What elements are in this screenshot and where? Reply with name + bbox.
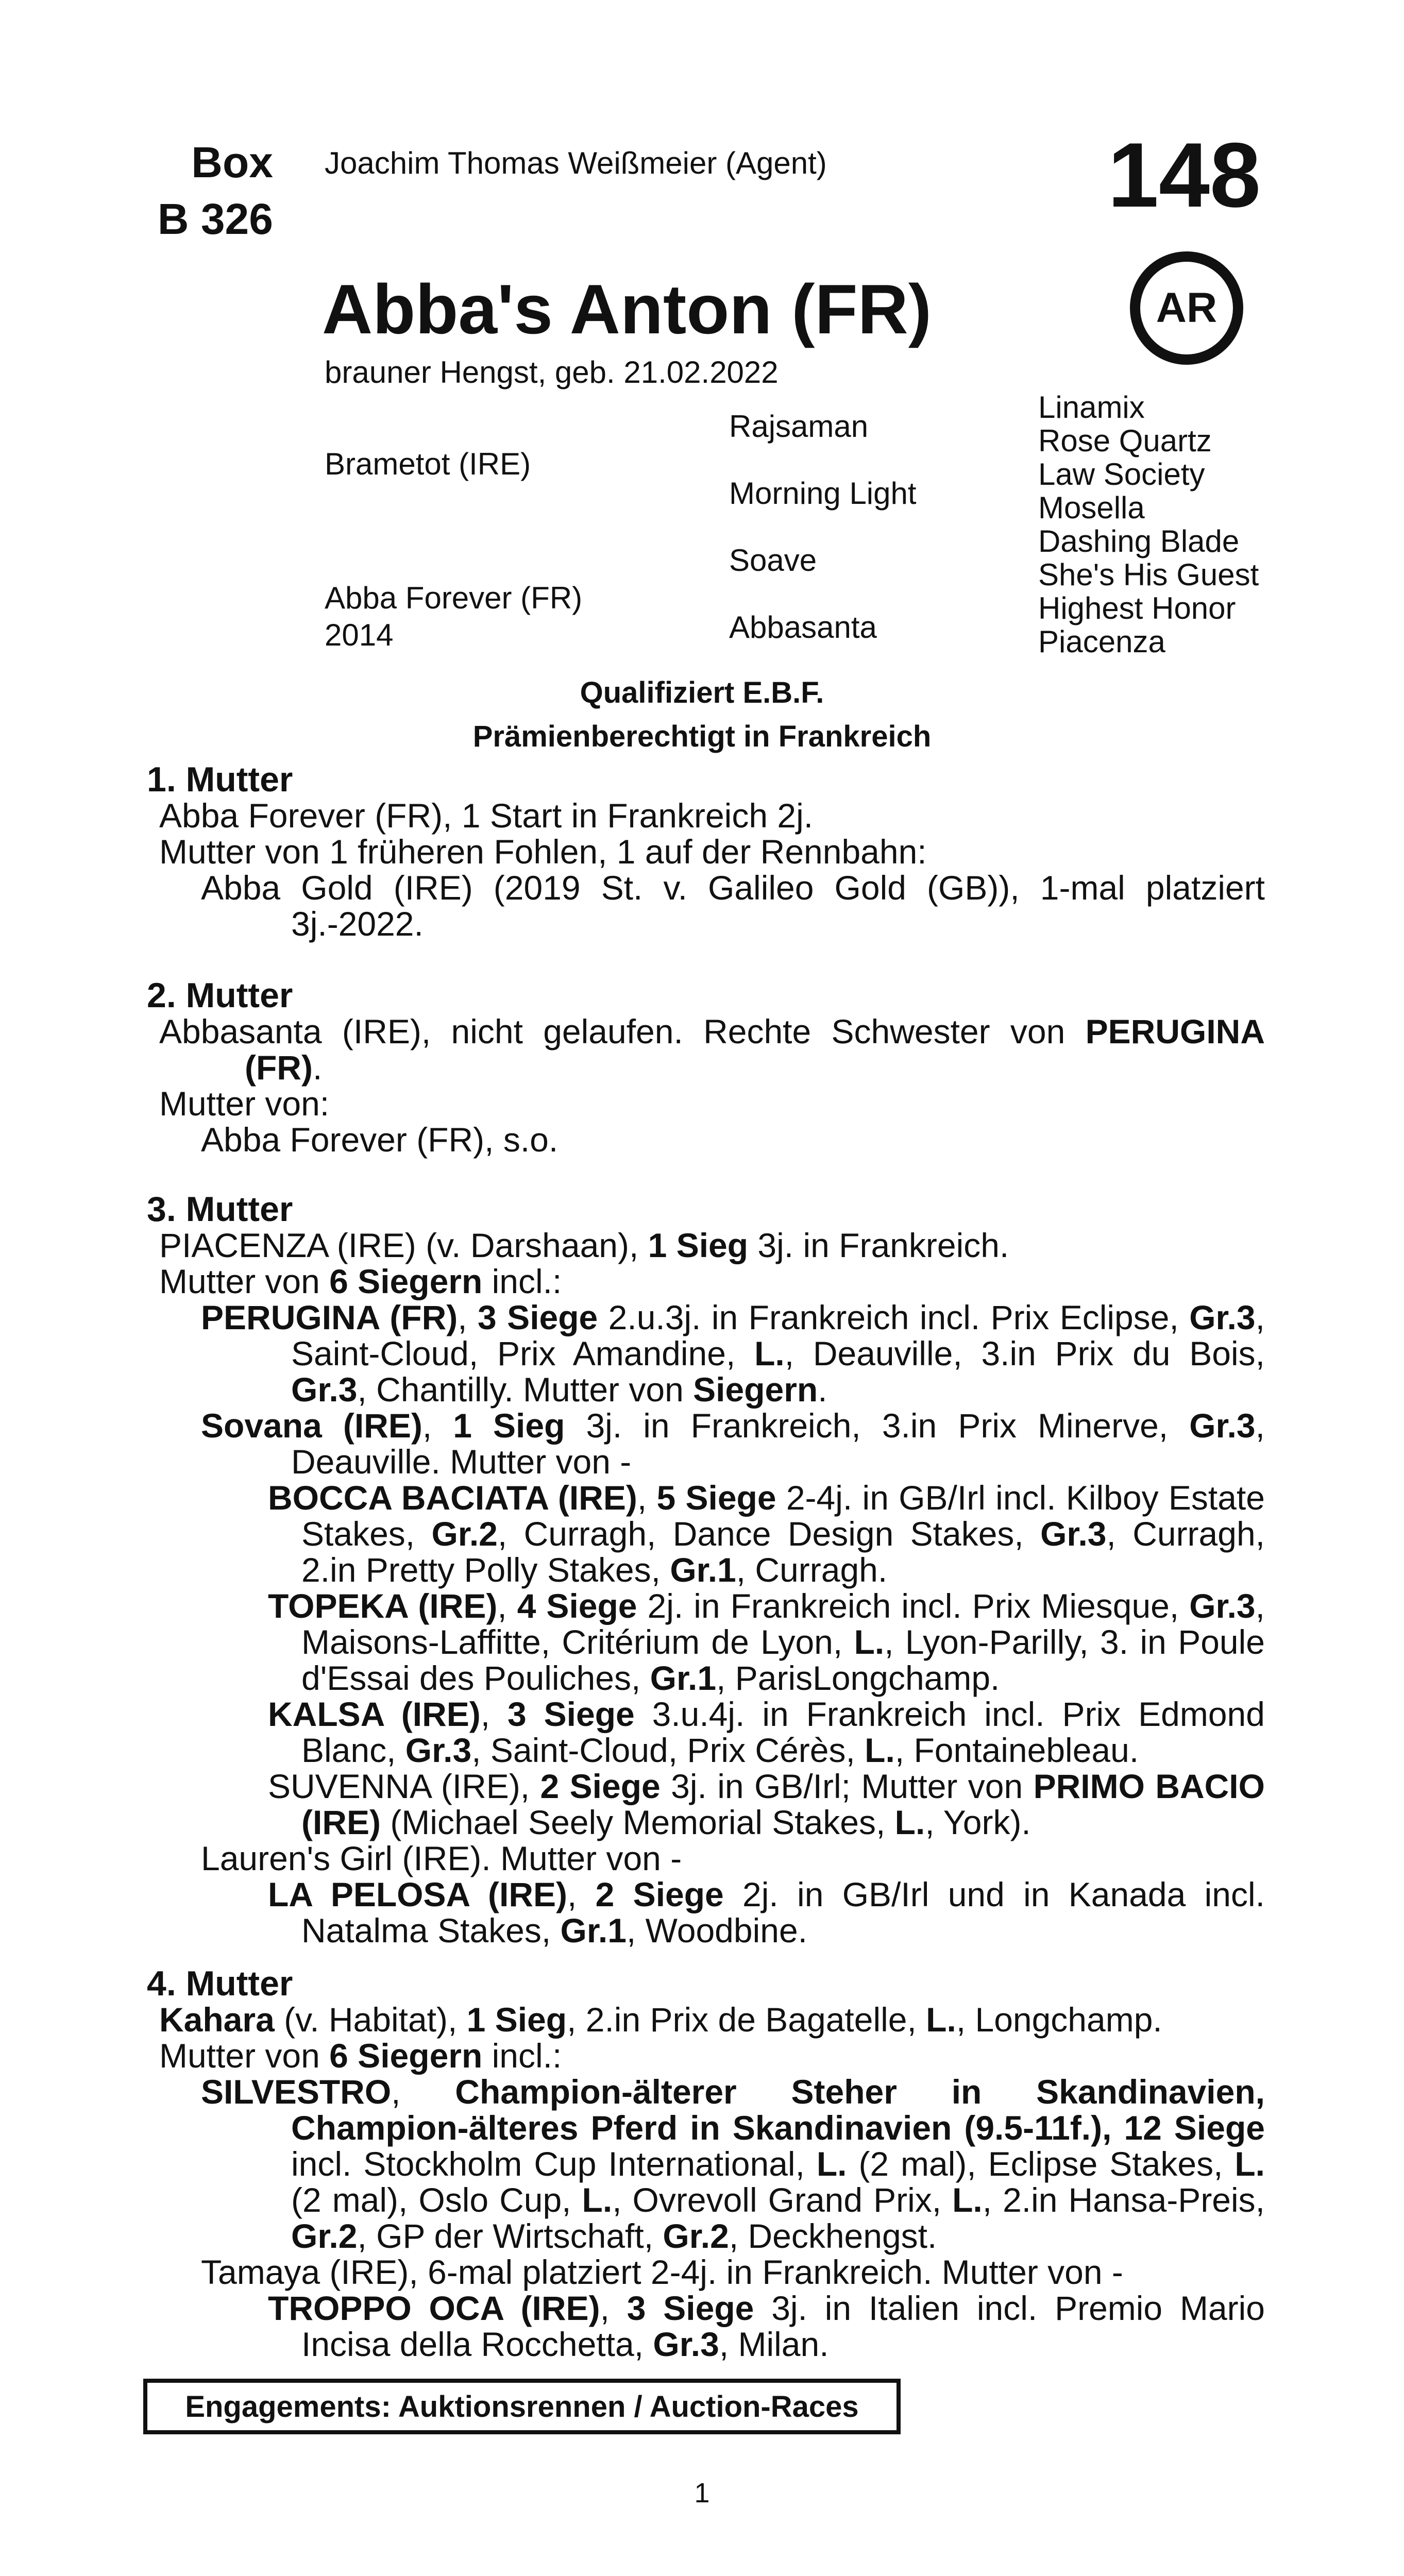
grand-offspring-entry: LA PELOSA (IRE), 2 Siege 2j. in GB/Irl und in Kanada incl. Natalma Stakes, Gr.1, Woodbine. (268, 1875, 1265, 1950)
grand-offspring-entry: BOCCA BACIATA (IRE), 5 Siege 2-4j. in GB/Irl incl. Kilboy Estate Stakes, Gr.2, Curragh, Dance Design Stakes, Gr.3, Curragh, 2.in Pretty Polly Stakes, Gr.1, Curragh. (268, 1479, 1265, 1589)
agent-name: Joachim Thomas Weißmeier (Agent) (325, 146, 827, 180)
pedigree-great-grandparent: Mosella (1038, 490, 1145, 525)
lot-number: 148 (1108, 124, 1261, 226)
page-number: 1 (694, 2478, 710, 2509)
grand-offspring-entry: TROPPO OCA (IRE), 3 Siege 3j. in Italien incl. Premio Mario Incisa della Rocchetta, Gr.3, Milan. (268, 2289, 1265, 2363)
qualification-premium: Prämienberechtigt in Frankreich (472, 720, 932, 753)
pedigree-sire: Brametot (IRE) (325, 447, 531, 481)
pedigree-great-grandparent: Linamix (1038, 390, 1145, 425)
section-heading: 2. Mutter (147, 976, 293, 1015)
section-first-dam (147, 761, 1265, 942)
section-second-dam (147, 977, 1265, 1158)
pedigree-dam: Abba Forever (FR) (325, 581, 583, 615)
dam-offspring-intro: Mutter von: (159, 1084, 330, 1123)
engagements-box: Engagements: Auktionsrennen / Auction-Races (143, 2379, 901, 2434)
grand-offspring-entry: TOPEKA (IRE), 4 Siege 2j. in Frankreich incl. Prix Miesque, Gr.3, Maisons-Laffitte, Critérium de Lyon, L., Lyon-Parilly, 3. in Poule d'Essai des Pouliches, Gr.1, ParisLongchamp. (268, 1587, 1265, 1697)
pedigree-grandparent: Soave (729, 543, 817, 578)
pedigree-great-grandparent: Piacenza (1038, 624, 1165, 659)
section-fourth-dam (147, 1965, 1265, 2362)
offspring-entry: Sovana (IRE), 1 Sieg 3j. in Frankreich, 3.in Prix Minerve, Gr.3, Deauville. Mutter von - (201, 1406, 1265, 1481)
dam-record: PIACENZA (IRE) (v. Darshaan), 1 Sieg 3j. in Frankreich. (159, 1226, 1009, 1264)
qualification-ebf: Qualifiziert E.B.F. (580, 676, 824, 709)
pedigree-grandparent: Rajsaman (729, 409, 869, 444)
pedigree-grandparent: Morning Light (729, 476, 917, 511)
pedigree-great-grandparent: Dashing Blade (1038, 524, 1240, 558)
box-label: Box (191, 138, 273, 187)
dam-record: Abba Forever (FR), 1 Start in Frankreich 2j. (159, 796, 814, 835)
offspring-entry: Abba Gold (IRE) (2019 St. v. Galileo Gold (GB)), 1-mal platziert 3j.-2022. (201, 869, 1265, 943)
dam-offspring-intro: Mutter von 6 Siegern incl.: (159, 2037, 562, 2075)
offspring-entry: SILVESTRO, Champion-älterer Steher in Skandinavien, Champion-älteres Pferd in Skandinavien (9.5-11f.), 12 Siege incl. Stockholm Cup International, L. (2 mal), Eclipse Stakes, L. (2 mal), Oslo Cup, L., Ovrevoll Grand Prix, L., 2.in Hansa-Preis, Gr.2, GP der Wirtschaft, Gr.2, Deckhengst. (201, 2073, 1265, 2255)
section-heading: 3. Mutter (147, 1190, 293, 1229)
box-number: B 326 (157, 195, 273, 243)
offspring-entry: Tamaya (IRE), 6-mal platziert 2-4j. in Frankreich. Mutter von - (201, 2253, 1123, 2291)
dam-offspring-intro: Mutter von 1 früheren Fohlen, 1 auf der Rennbahn: (159, 833, 927, 871)
pedigree-great-grandparent: Law Society (1038, 457, 1205, 492)
pedigree-dam-year: 2014 (325, 618, 394, 652)
section-third-dam (147, 1191, 1265, 1948)
offspring-entry: PERUGINA (FR), 3 Siege 2.u.3j. in Frankreich incl. Prix Eclipse, Gr.3, Saint-Cloud, Prix Amandine, L., Deauville, 3.in Prix du Bois, Gr.3, Chantilly. Mutter von Siegern. (201, 1298, 1265, 1409)
dam-record: Kahara (v. Habitat), 1 Sieg, 2.in Prix de Bagatelle, L., Longchamp. (159, 2001, 1162, 2039)
pedigree-great-grandparent: She's His Guest (1038, 557, 1259, 592)
offspring-entry: Abba Forever (FR), s.o. (201, 1121, 559, 1159)
grand-offspring-entry: KALSA (IRE), 3 Siege 3.u.4j. in Frankreich incl. Prix Edmond Blanc, Gr.3, Saint-Cloud, Prix Cérès, L., Fontainebleau. (268, 1695, 1265, 1769)
pedigree-grandparent: Abbasanta (729, 610, 877, 645)
offspring-entry: Lauren's Girl (IRE). Mutter von - (201, 1839, 682, 1877)
grand-offspring-entry: SUVENNA (IRE), 2 Siege 3j. in GB/Irl; Mutter von PRIMO BACIO (IRE) (Michael Seely Memorial Stakes, L., York). (268, 1767, 1265, 1841)
ar-badge: AR (1130, 251, 1243, 365)
dam-record: Abbasanta (IRE), nicht gelaufen. Rechte Schwester von PERUGINA (FR). (159, 1012, 1265, 1087)
pedigree-great-grandparent: Highest Honor (1038, 591, 1236, 625)
section-heading: 1. Mutter (147, 760, 293, 799)
section-heading: 4. Mutter (147, 1964, 293, 2003)
dam-offspring-intro: Mutter von 6 Siegern incl.: (159, 1262, 562, 1300)
pedigree-great-grandparent: Rose Quartz (1038, 423, 1212, 458)
horse-description: brauner Hengst, geb. 21.02.2022 (325, 355, 779, 389)
horse-name: Abba's Anton (FR) (322, 270, 932, 348)
